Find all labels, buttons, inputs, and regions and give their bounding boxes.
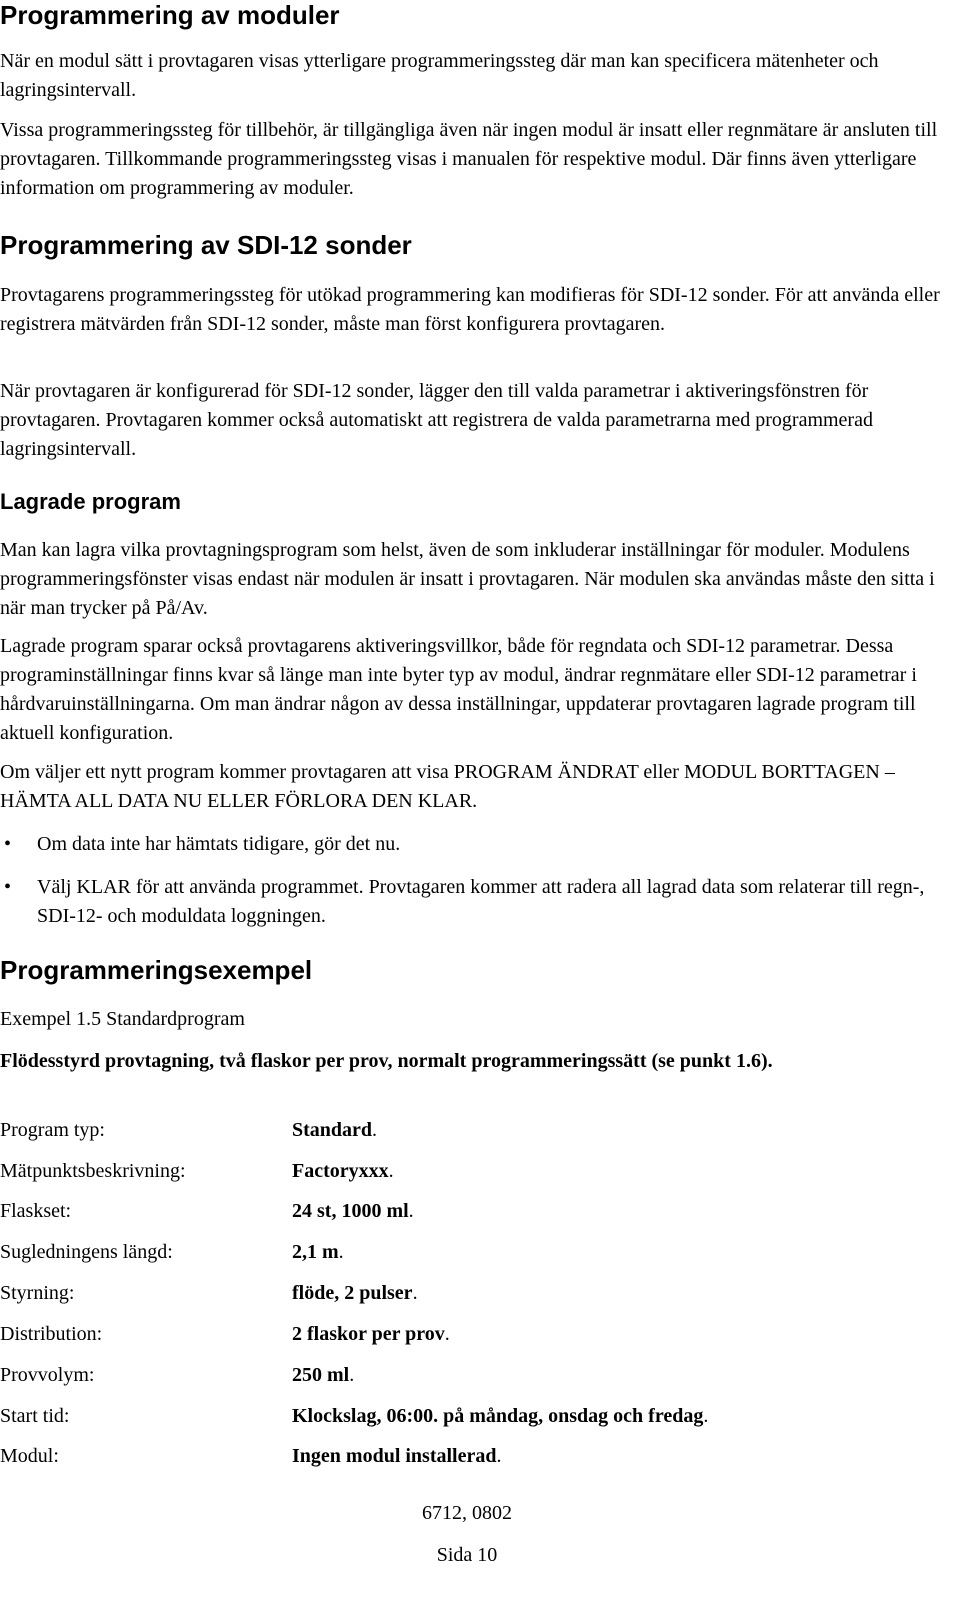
settings-value-end: .	[703, 1405, 709, 1427]
settings-value: Factoryxxx	[292, 1160, 389, 1182]
settings-key: Program typ:	[0, 1119, 105, 1141]
settings-key: Sugledningens längd:	[0, 1241, 173, 1263]
footer-page-number: Sida 10	[436, 1544, 498, 1566]
settings-value-end: .	[444, 1323, 450, 1345]
heading-lagrade-program: Lagrade program	[0, 489, 181, 514]
example-intro: Flödesstyrd provtagning, två flaskor per prov, normalt programmeringssätt (se punkt 1.6).	[0, 1050, 773, 1072]
settings-key: Styrning:	[0, 1282, 75, 1304]
settings-value-end: .	[388, 1160, 394, 1182]
settings-value-end: .	[349, 1364, 355, 1386]
bullet-icon: •	[4, 876, 12, 898]
list-item-text: Om data inte har hämtats tidigare, gör det nu.	[37, 833, 401, 855]
settings-value: 24 st, 1000 ml	[292, 1200, 409, 1222]
settings-value: 2 flaskor per prov	[292, 1323, 445, 1345]
settings-value: 2,1 m	[292, 1241, 339, 1263]
paragraph-moduler-2: Vissa programmeringssteg för tillbehör, är tillgängliga även när ingen modul är insatt eller regnmätare är ansluten till provtagaren. Tillkommande programmeringssteg visas i manualen för respektive modul. Där finns även ytterligare information om programmering av moduler.	[0, 119, 938, 199]
settings-value: Standard	[292, 1119, 373, 1141]
list-item	[0, 830, 950, 859]
settings-value: Ingen modul installerad	[292, 1445, 497, 1467]
settings-key: Modul:	[0, 1445, 59, 1467]
settings-key: Mätpunktsbeskrivning:	[0, 1160, 186, 1182]
settings-value-end: .	[408, 1200, 414, 1222]
list-item-text: Välj KLAR för att använda programmet. Provtagaren kommer att radera all lagrad data som relaterar till regn-, SDI-12- och moduldata loggningen.	[37, 876, 925, 927]
example-label: Exempel 1.5 Standardprogram	[0, 1008, 245, 1030]
heading-sdi12-sonder: Programmering av SDI-12 sonder	[0, 230, 412, 260]
paragraph-sdi12-2: När provtagaren är konfigurerad för SDI-12 sonder, lägger den till valda parametrar i aktiveringsfönstren för provtagaren. Provtagaren kommer också automatiskt att registrera de valda parametrarna med programmerad lagringsintervall.	[0, 380, 873, 460]
settings-value: flöde, 2 pulser	[292, 1282, 413, 1304]
settings-key: Start tid:	[0, 1405, 70, 1427]
paragraph-moduler-1: När en modul sätt i provtagaren visas ytterligare programmeringssteg där man kan specificera mätenheter och lagringsintervall.	[0, 50, 879, 101]
paragraph-lagrade-1: Man kan lagra vilka provtagningsprogram som helst, även de som inkluderar inställningar för moduler. Modulens programmeringsfönster visas endast när modulen är insatt i provtagaren. När modulen ska användas måste den sitta i när man trycker på På/Av.	[0, 539, 935, 619]
footer-doc-code: 6712, 0802	[422, 1502, 512, 1524]
settings-value-end: .	[496, 1445, 502, 1467]
paragraph-sdi12-1: Provtagarens programmeringssteg för utökad programmering kan modifieras för SDI-12 sonder. För att använda eller registrera mätvärden från SDI-12 sonder, måste man först konfigurera provtagaren.	[0, 284, 940, 335]
settings-key: Flaskset:	[0, 1200, 72, 1222]
paragraph-lagrade-3: Om väljer ett nytt program kommer provtagaren att visa PROGRAM ÄNDRAT eller MODUL BORTTAGEN – HÄMTA ALL DATA NU ELLER FÖRLORA DEN KLAR.	[0, 761, 895, 812]
paragraph-lagrade-2: Lagrade program sparar också provtagarens aktiveringsvillkor, både för regndata och SDI-12 parametrar. Dessa programinställningar finns kvar så länge man inte byter typ av modul, ändrar regnmätare eller SDI-12 parametrar i hårdvaruinställningarna. Om man ändrar någon av dessa inställningar, uppdaterar provtagaren lagrade program till aktuell konfiguration.	[0, 635, 917, 744]
settings-value: 250 ml	[292, 1364, 350, 1386]
bullet-icon: •	[4, 833, 12, 855]
heading-programmering-av-moduler: Programmering av moduler	[0, 0, 340, 30]
settings-key: Distribution:	[0, 1323, 103, 1345]
settings-value-end: .	[338, 1241, 344, 1263]
settings-value: Klockslag, 06:00. på måndag, onsdag och fredag	[292, 1405, 704, 1427]
settings-value-end: .	[372, 1119, 378, 1141]
heading-programmeringsexempel: Programmeringsexempel	[0, 955, 313, 985]
settings-value-end: .	[412, 1282, 418, 1304]
settings-key: Provvolym:	[0, 1364, 95, 1386]
list-item	[0, 873, 950, 931]
